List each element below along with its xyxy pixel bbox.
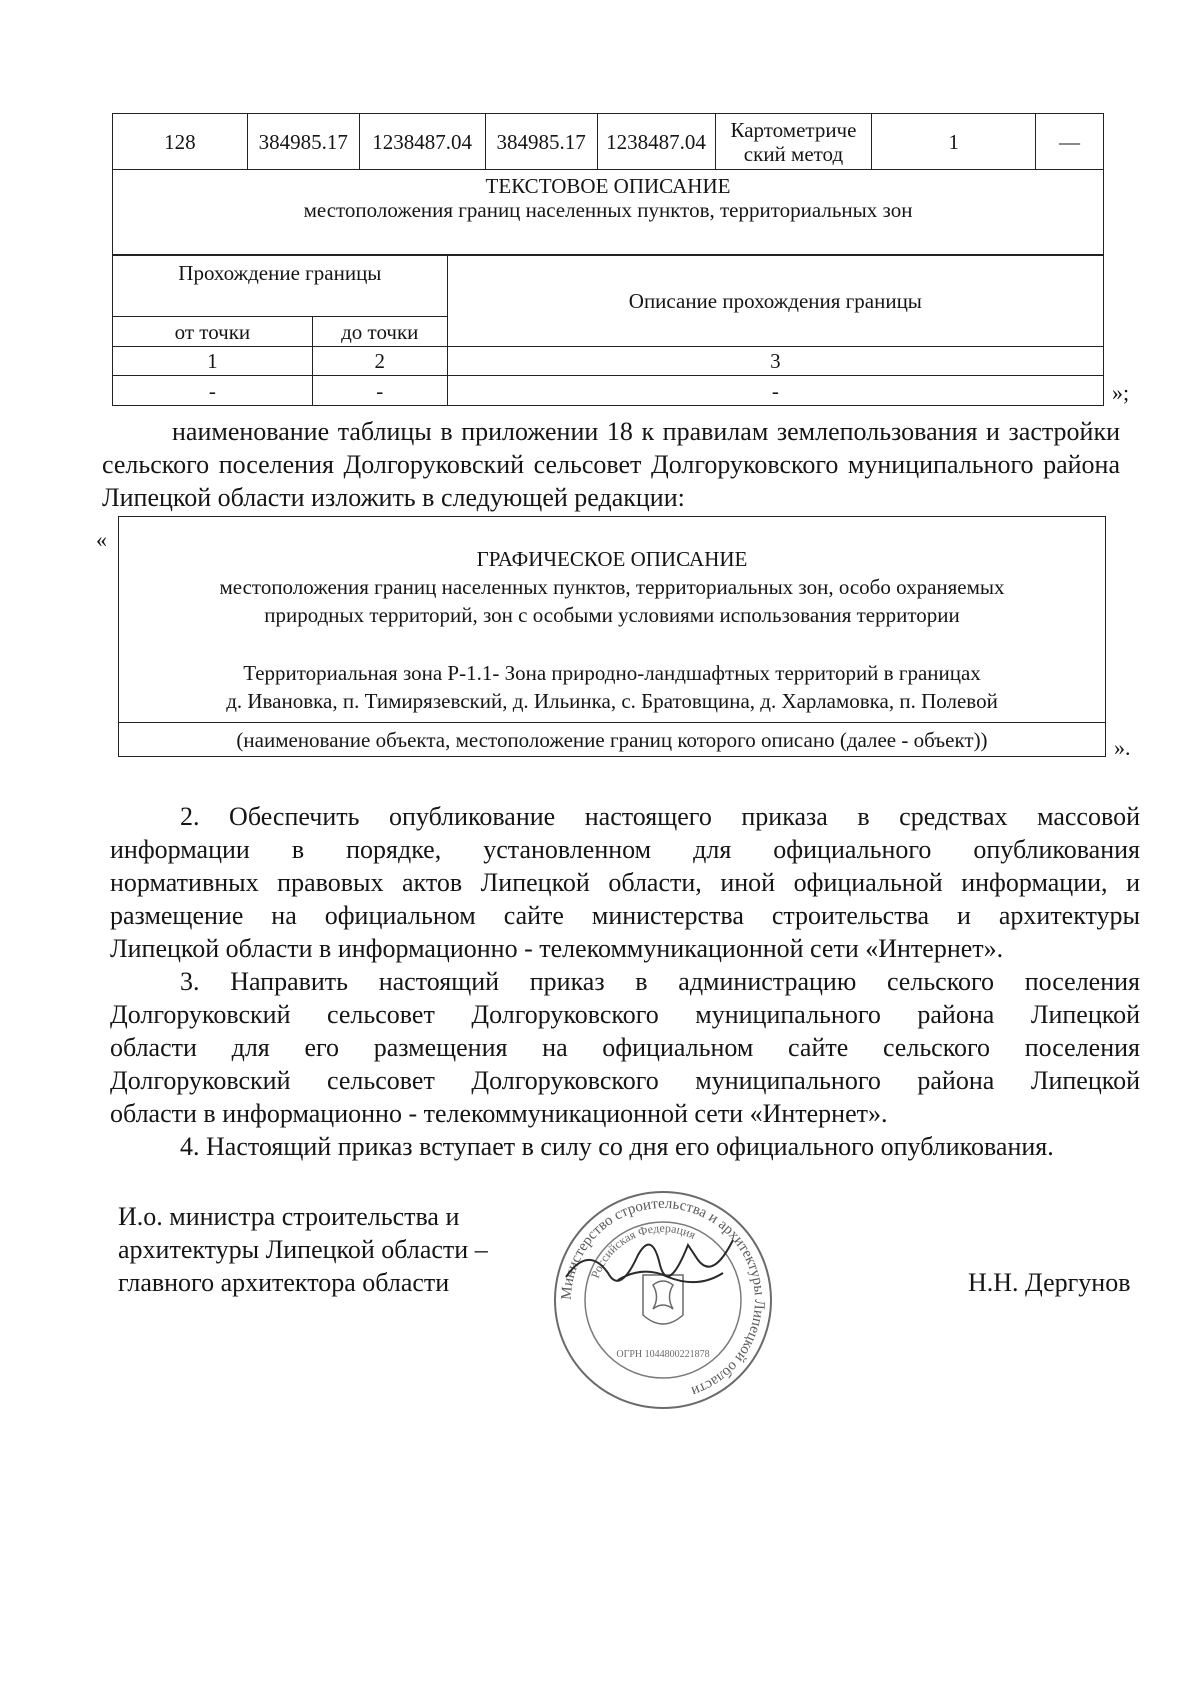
position-line-2: архитектуры Липецкой области – <box>118 1235 488 1264</box>
signatory-position <box>118 1200 488 1299</box>
item-3-line-4: Долгоруковский сельсовет Долгоруковского муниципального района Липецкой <box>110 1066 1140 1095</box>
item-4: 4. Настоящий приказ вступает в силу со дня его официального опубликования. <box>180 1132 1054 1161</box>
dash-cell: - <box>447 376 1103 406</box>
dash-cell: - <box>312 376 447 406</box>
description-header: Описание прохождения границы <box>447 255 1103 347</box>
item-2-line-5: Липецкой области в информационно - телекоммуникационной сети «Интернет». <box>110 934 1004 963</box>
item-3-line-1: 3. Направить настоящий приказ в администрацию сельского поселения <box>180 967 1140 996</box>
official-stamp <box>548 1185 778 1415</box>
item-3-line-2: Долгоруковский сельсовет Долгоруковского муниципального района Липецкой <box>110 1000 1140 1029</box>
stamp-ogrn: ОГРН 1044800221878 <box>616 1349 710 1360</box>
item-2-line-1: 2. Обеспечить опубликование настоящего приказа в средствах массовой <box>180 802 1140 831</box>
stamp-inner-text: Российская Федерация <box>587 1220 698 1281</box>
zone-name-1: Территориальная зона Р-1.1- Зона природно-ландшафтных территорий в границах <box>243 661 981 685</box>
y-existing: 1238487.04 <box>359 114 485 170</box>
dash-row <box>113 376 1104 406</box>
item-2-line-4: размещение на официальном сайте министерства строительства и архитектуры <box>110 901 1140 930</box>
closing-quote: »; <box>1112 380 1130 405</box>
graphic-subtitle-1: местоположения границ населенных пунктов, территориальных зон, особо охраняемых <box>219 575 1005 599</box>
item-2-line-2: информации в порядке, установленном для официального опубликования <box>110 835 1140 864</box>
from-point-header: от точки <box>113 317 313 347</box>
item-2-line-3: нормативных правовых актов Липецкой области, иной официальной информации, и <box>110 868 1140 897</box>
graphic-title: ГРАФИЧЕСКОЕ ОПИСАНИЕ <box>476 547 748 571</box>
x-existing: 384985.17 <box>247 114 359 170</box>
index-cell: 3 <box>447 347 1103 376</box>
method: Картометриче ский метод <box>715 114 872 170</box>
paragraph-table-name: наименование таблицы в приложении 18 к правилам землепользования и застройки сельского поселения Долгоруковский сельсовет Долгоруковского муниципального района Липецкой области изложить в следующей редакции: <box>102 417 1120 512</box>
text-description-title: ТЕКСТОВОЕ ОПИСАНИЕ <box>485 174 731 198</box>
object-caption: (наименование объекта, местоположение границ которого описано (далее - объект)) <box>119 723 1106 757</box>
coordinate-row <box>113 114 1104 170</box>
x-new: 384985.17 <box>485 114 597 170</box>
index-cell: 1 <box>113 347 313 376</box>
point-number: 128 <box>113 114 248 170</box>
graphic-subtitle-2: природных территорий, зон с особыми условиями использования территории <box>264 603 960 627</box>
dash-cell: - <box>113 376 313 406</box>
passage-header: Прохождение границы <box>113 255 448 317</box>
position-line-3: главного архитектора области <box>118 1268 450 1297</box>
signatory-name: Н.Н. Дергунов <box>968 1268 1131 1297</box>
opening-quote: « <box>96 527 107 552</box>
stamp-outer-text: Министерство строительства и архитектуры Липецкой области <box>558 1195 768 1400</box>
closing-quote-2: ». <box>1114 735 1131 760</box>
coordinates-table <box>112 113 1104 256</box>
item-3-line-5: области в информационно - телекоммуникационной сети «Интернет». <box>110 1099 888 1128</box>
index-cell: 2 <box>312 347 447 376</box>
item-3-line-3: области для его размещения на официальном сайте сельского поселения <box>110 1033 1140 1062</box>
precision: 1 <box>872 114 1036 170</box>
zone-name-2: д. Ивановка, п. Тимирязевский, д. Ильинка, с. Братовщина, д. Харламовка, п. Полевой <box>226 689 998 713</box>
index-row <box>113 347 1104 376</box>
graphic-description-table <box>118 516 1106 757</box>
position-line-1: И.о. министра строительства и <box>118 1202 460 1231</box>
to-point-header: до точки <box>312 317 447 347</box>
text-description-subtitle: местоположения границ населенных пунктов, территориальных зон <box>303 198 913 222</box>
y-new: 1238487.04 <box>597 114 715 170</box>
description-cell: — <box>1036 114 1104 170</box>
coat-of-arms-icon <box>643 1275 683 1324</box>
passage-table <box>112 254 1104 406</box>
